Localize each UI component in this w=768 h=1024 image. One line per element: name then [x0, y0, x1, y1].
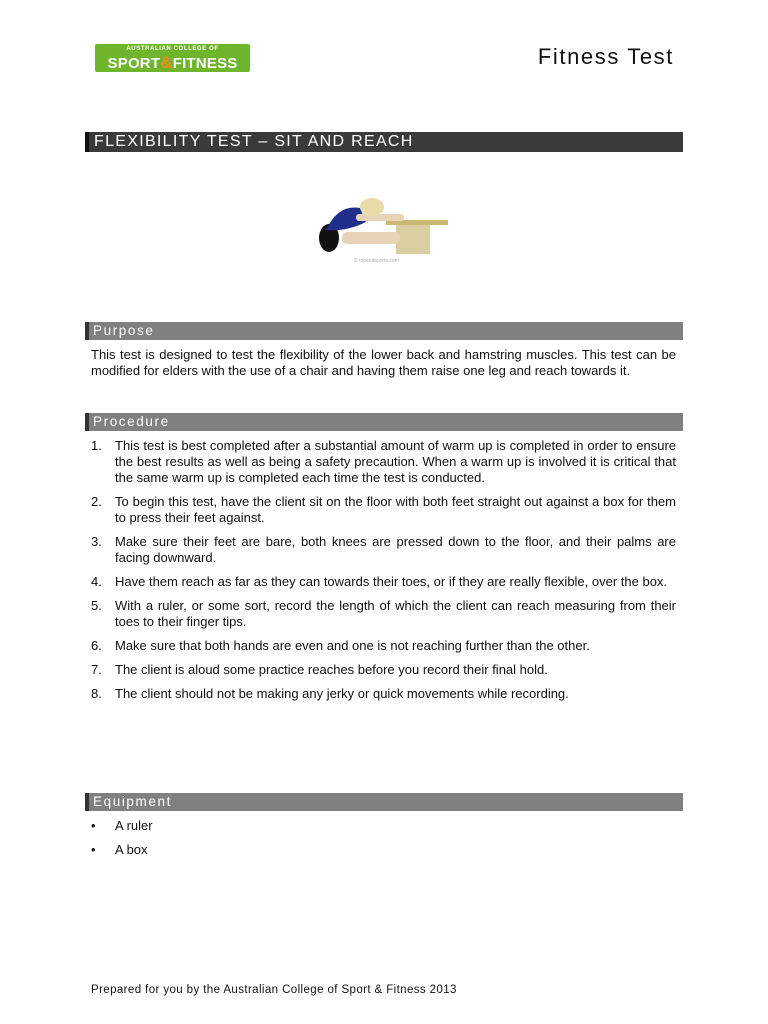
page-header-title: Fitness Test: [537, 44, 674, 69]
equipment-item-text: A box: [115, 842, 148, 857]
head-shape: [360, 198, 384, 216]
procedure-step: [91, 598, 676, 630]
procedure-step: [91, 438, 676, 486]
section-procedure-heading: Procedure: [93, 414, 170, 429]
section-purpose-heading: Purpose: [93, 323, 155, 338]
page-footer: Prepared for you by the Australian College of Sport & Fitness 2013: [91, 984, 457, 996]
section-equipment-bar: [85, 793, 683, 811]
step-text: The client is aloud some practice reaches before you record their final hold.: [115, 662, 548, 677]
step-text: Make sure their feet are bare, both knees are pressed down to the floor, and their palms are facing downward.: [115, 534, 676, 565]
college-logo: [95, 44, 250, 72]
step-number: 3.: [91, 534, 102, 549]
procedure-step: [91, 662, 676, 678]
logo-main-text: [95, 53, 250, 73]
sit-and-reach-illustration: [316, 192, 456, 267]
equipment-item-text: A ruler: [115, 818, 153, 833]
purpose-paragraph: This test is designed to test the flexibility of the lower back and hamstring muscles. This test can be modified for elders with the use of a chair and having them raise one leg and reach towards it.: [91, 347, 676, 378]
step-text: This test is best completed after a substantial amount of warm up is completed in order to ensure the best results as well as being a safety precaution. When a warm up is involved it is critical that the same warm up is completed each time the test is conducted.: [115, 438, 676, 485]
equipment-list: [91, 818, 676, 866]
bullet-icon: •: [91, 842, 96, 857]
box-shape: [396, 222, 430, 254]
arms-shape: [356, 214, 404, 221]
logo-ampersand: &: [160, 53, 173, 72]
procedure-step: [91, 638, 676, 654]
step-text: The client should not be making any jerky or quick movements while recording.: [115, 686, 569, 701]
section-procedure-bar: [85, 413, 683, 431]
procedure-step: [91, 494, 676, 526]
logo-small-text: AUSTRALIAN COLLEGE OF: [126, 46, 219, 52]
step-text: With a ruler, or some sort, record the length of which the client can reach measuring from their toes to their finger tips.: [115, 598, 676, 629]
main-heading-text: FLEXIBILITY TEST – SIT AND REACH: [94, 133, 414, 150]
step-text: Make sure that both hands are even and one is not reaching further than the other.: [115, 638, 590, 653]
procedure-step: [91, 574, 676, 590]
procedure-step: [91, 686, 676, 702]
main-heading-bar: [85, 132, 683, 152]
equipment-item: [91, 818, 676, 834]
step-text: Have them reach as far as they can towards their toes, or if they are really flexible, over the box.: [115, 574, 668, 589]
step-text: To begin this test, have the client sit on the floor with both feet straight out against a box for them to press their feet against.: [115, 494, 676, 525]
step-number: 1.: [91, 438, 102, 453]
logo-word-sport: SPORT: [107, 55, 161, 72]
step-number: 8.: [91, 686, 102, 701]
equipment-item: [91, 842, 676, 858]
logo-word-fitness: FITNESS: [172, 55, 238, 72]
bullet-icon: •: [91, 818, 96, 833]
step-number: 6.: [91, 638, 102, 653]
step-number: 5.: [91, 598, 102, 613]
section-equipment-heading: Equipment: [93, 794, 172, 809]
procedure-step: [91, 534, 676, 566]
step-number: 4.: [91, 574, 102, 589]
illustration-caption: © topendsports.com: [354, 258, 399, 264]
section-purpose-bar: [85, 322, 683, 340]
step-number: 2.: [91, 494, 102, 509]
legs-shape: [342, 232, 400, 244]
procedure-list: [91, 438, 676, 710]
step-number: 7.: [91, 662, 102, 677]
